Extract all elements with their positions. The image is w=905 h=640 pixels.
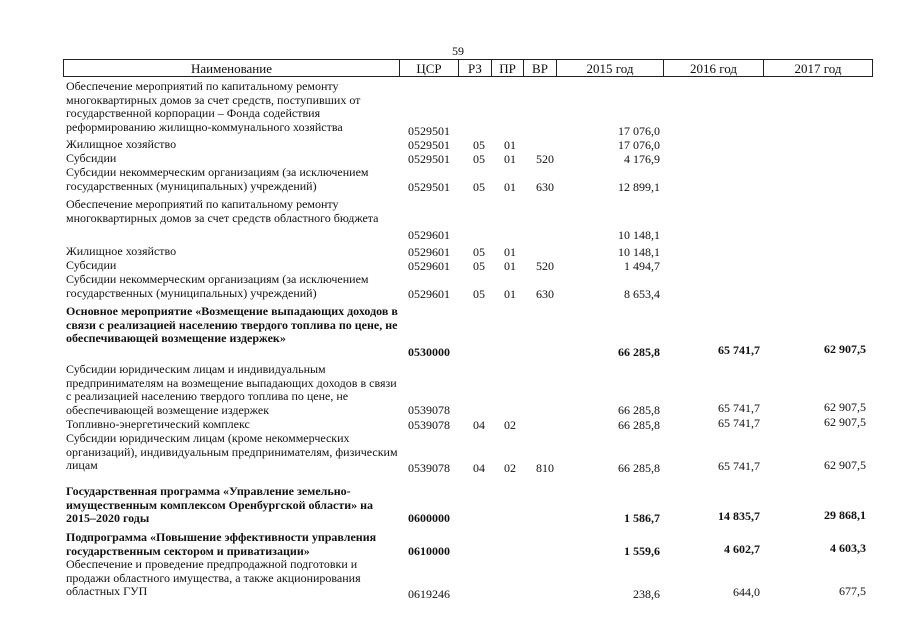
table-header xyxy=(63,59,873,77)
row-pr: 01 xyxy=(504,152,516,166)
header-rz: РЗ xyxy=(458,60,491,76)
row-name: Основное мероприятие «Возмещение выпадающих доходов в связи с реализацией населению твердого топлива по цене, не обеспечивающей возмещение издержек» xyxy=(66,304,398,346)
row-rz: 04 xyxy=(473,418,485,432)
row-value-2015: 1 559,6 xyxy=(624,544,660,558)
row-name: Государственная программа «Управление земельно-имущественным комплексом Оренбургской области» на 2015–2020 годы xyxy=(66,484,374,526)
row-value-2016: 14 835,7 xyxy=(718,509,760,523)
row-pr: 01 xyxy=(504,245,516,259)
row-csr: 0610000 xyxy=(408,544,450,558)
row-csr: 0529501 xyxy=(408,138,450,152)
row-rz: 05 xyxy=(473,287,485,301)
header-csr: ЦСР xyxy=(399,60,458,76)
header-name: Наименование xyxy=(191,61,272,76)
row-value-2015: 238,6 xyxy=(633,587,660,601)
row-rz: 05 xyxy=(473,245,485,259)
row-rz: 05 xyxy=(473,180,485,194)
row-vr: 630 xyxy=(536,180,554,194)
header-pr: ПР xyxy=(491,60,523,76)
row-csr: 0529501 xyxy=(408,152,450,166)
row-value-2016: 65 741,7 xyxy=(718,401,760,415)
row-value-2015: 66 285,8 xyxy=(618,403,660,417)
row-value-2015: 17 076,0 xyxy=(618,124,660,138)
row-csr: 0529601 xyxy=(408,228,450,242)
row-csr: 0539078 xyxy=(408,461,450,475)
header-2015: 2015 год xyxy=(556,60,663,76)
row-rz: 04 xyxy=(473,461,485,475)
row-value-2015: 66 285,8 xyxy=(618,345,660,359)
row-csr: 0619246 xyxy=(408,587,450,601)
row-rz: 05 xyxy=(473,259,485,273)
header-vr: ВР xyxy=(523,60,556,76)
row-value-2017: 62 907,5 xyxy=(824,400,866,414)
row-pr: 01 xyxy=(504,259,516,273)
row-csr: 0600000 xyxy=(408,511,450,525)
row-value-2017: 62 907,5 xyxy=(824,415,866,429)
row-value-2017: 62 907,5 xyxy=(824,458,866,472)
row-name: Топливно-энергетический комплекс xyxy=(66,417,250,431)
row-value-2015: 10 148,1 xyxy=(618,228,660,242)
row-name: Субсидии xyxy=(66,151,117,165)
row-pr: 01 xyxy=(504,180,516,194)
row-csr: 0539078 xyxy=(408,418,450,432)
row-value-2016: 65 741,7 xyxy=(718,459,760,473)
row-vr: 520 xyxy=(536,152,554,166)
row-rz: 05 xyxy=(473,138,485,152)
row-name: Обеспечение мероприятий по капитальному ремонту многоквартирных домов за счет средств, поступивших от государственной корпорации – Фонда содействия реформированию жилищно-коммунального хозяйства xyxy=(66,79,361,134)
row-csr: 0530000 xyxy=(408,345,450,359)
header-2016: 2016 год xyxy=(663,60,763,76)
row-value-2015: 66 285,8 xyxy=(618,461,660,475)
row-value-2016: 4 602,7 xyxy=(724,542,760,556)
row-value-2017: 29 868,1 xyxy=(824,508,866,522)
row-value-2015: 66 285,8 xyxy=(618,418,660,432)
row-csr: 0529501 xyxy=(408,180,450,194)
row-vr: 810 xyxy=(536,461,554,475)
row-vr: 520 xyxy=(536,259,554,273)
row-pr: 02 xyxy=(504,418,516,432)
row-pr: 01 xyxy=(504,138,516,152)
row-name: Жилищное хозяйство xyxy=(66,244,177,258)
header-2017: 2017 год xyxy=(763,60,872,76)
row-value-2016: 65 741,7 xyxy=(718,416,760,430)
row-name: Субсидии юридическим лицам (кроме некоммерческих организаций), индивидуальным предпринимателям, физическим лицам xyxy=(66,431,398,473)
row-value-2015: 4 176,9 xyxy=(624,152,660,166)
row-vr: 630 xyxy=(536,287,554,301)
row-csr: 0529601 xyxy=(408,259,450,273)
row-value-2016: 65 741,7 xyxy=(718,343,760,357)
row-value-2015: 8 653,4 xyxy=(624,287,660,301)
row-name: Субсидии юридическим лицам и индивидуальным предпринимателям на возмещение выпадающих доходов в связи с реализацией населению твердого топлива по цене, не обеспечивающей возмещение издержек xyxy=(66,362,397,417)
row-name: Жилищное хозяйство xyxy=(66,137,177,151)
row-pr: 02 xyxy=(504,461,516,475)
page-number: 59 xyxy=(452,44,464,58)
row-name: Обеспечение мероприятий по капитальному ремонту многоквартирных домов за счет средств областного бюджета xyxy=(66,197,379,225)
row-value-2017: 677,5 xyxy=(839,584,866,598)
row-name: Субсидии некоммерческим организациям (за исключением государственных (муниципальных) учреждений) xyxy=(66,272,369,300)
row-value-2015: 1 494,7 xyxy=(624,259,660,273)
row-value-2015: 12 899,1 xyxy=(618,180,660,194)
row-csr: 0539078 xyxy=(408,403,450,417)
row-name: Субсидии некоммерческим организациям (за исключением государственных (муниципальных) учреждений) xyxy=(66,165,369,193)
row-value-2017: 4 603,3 xyxy=(830,541,866,555)
row-value-2016: 644,0 xyxy=(733,585,760,599)
row-name: Подпрограмма «Повышение эффективности управления государственным сектором и приватизации» xyxy=(66,530,377,558)
row-csr: 0529601 xyxy=(408,287,450,301)
row-value-2015: 17 076,0 xyxy=(618,138,660,152)
row-rz: 05 xyxy=(473,152,485,166)
row-csr: 0529601 xyxy=(408,245,450,259)
row-name: Субсидии xyxy=(66,258,117,272)
row-value-2017: 62 907,5 xyxy=(824,342,866,356)
row-name: Обеспечение и проведение предпродажной подготовки и продажи областного имущества, а также акционирования областных ГУП xyxy=(66,557,361,599)
row-value-2015: 1 586,7 xyxy=(624,511,660,525)
row-csr: 0529501 xyxy=(408,124,450,138)
row-value-2015: 10 148,1 xyxy=(618,245,660,259)
row-pr: 01 xyxy=(504,287,516,301)
